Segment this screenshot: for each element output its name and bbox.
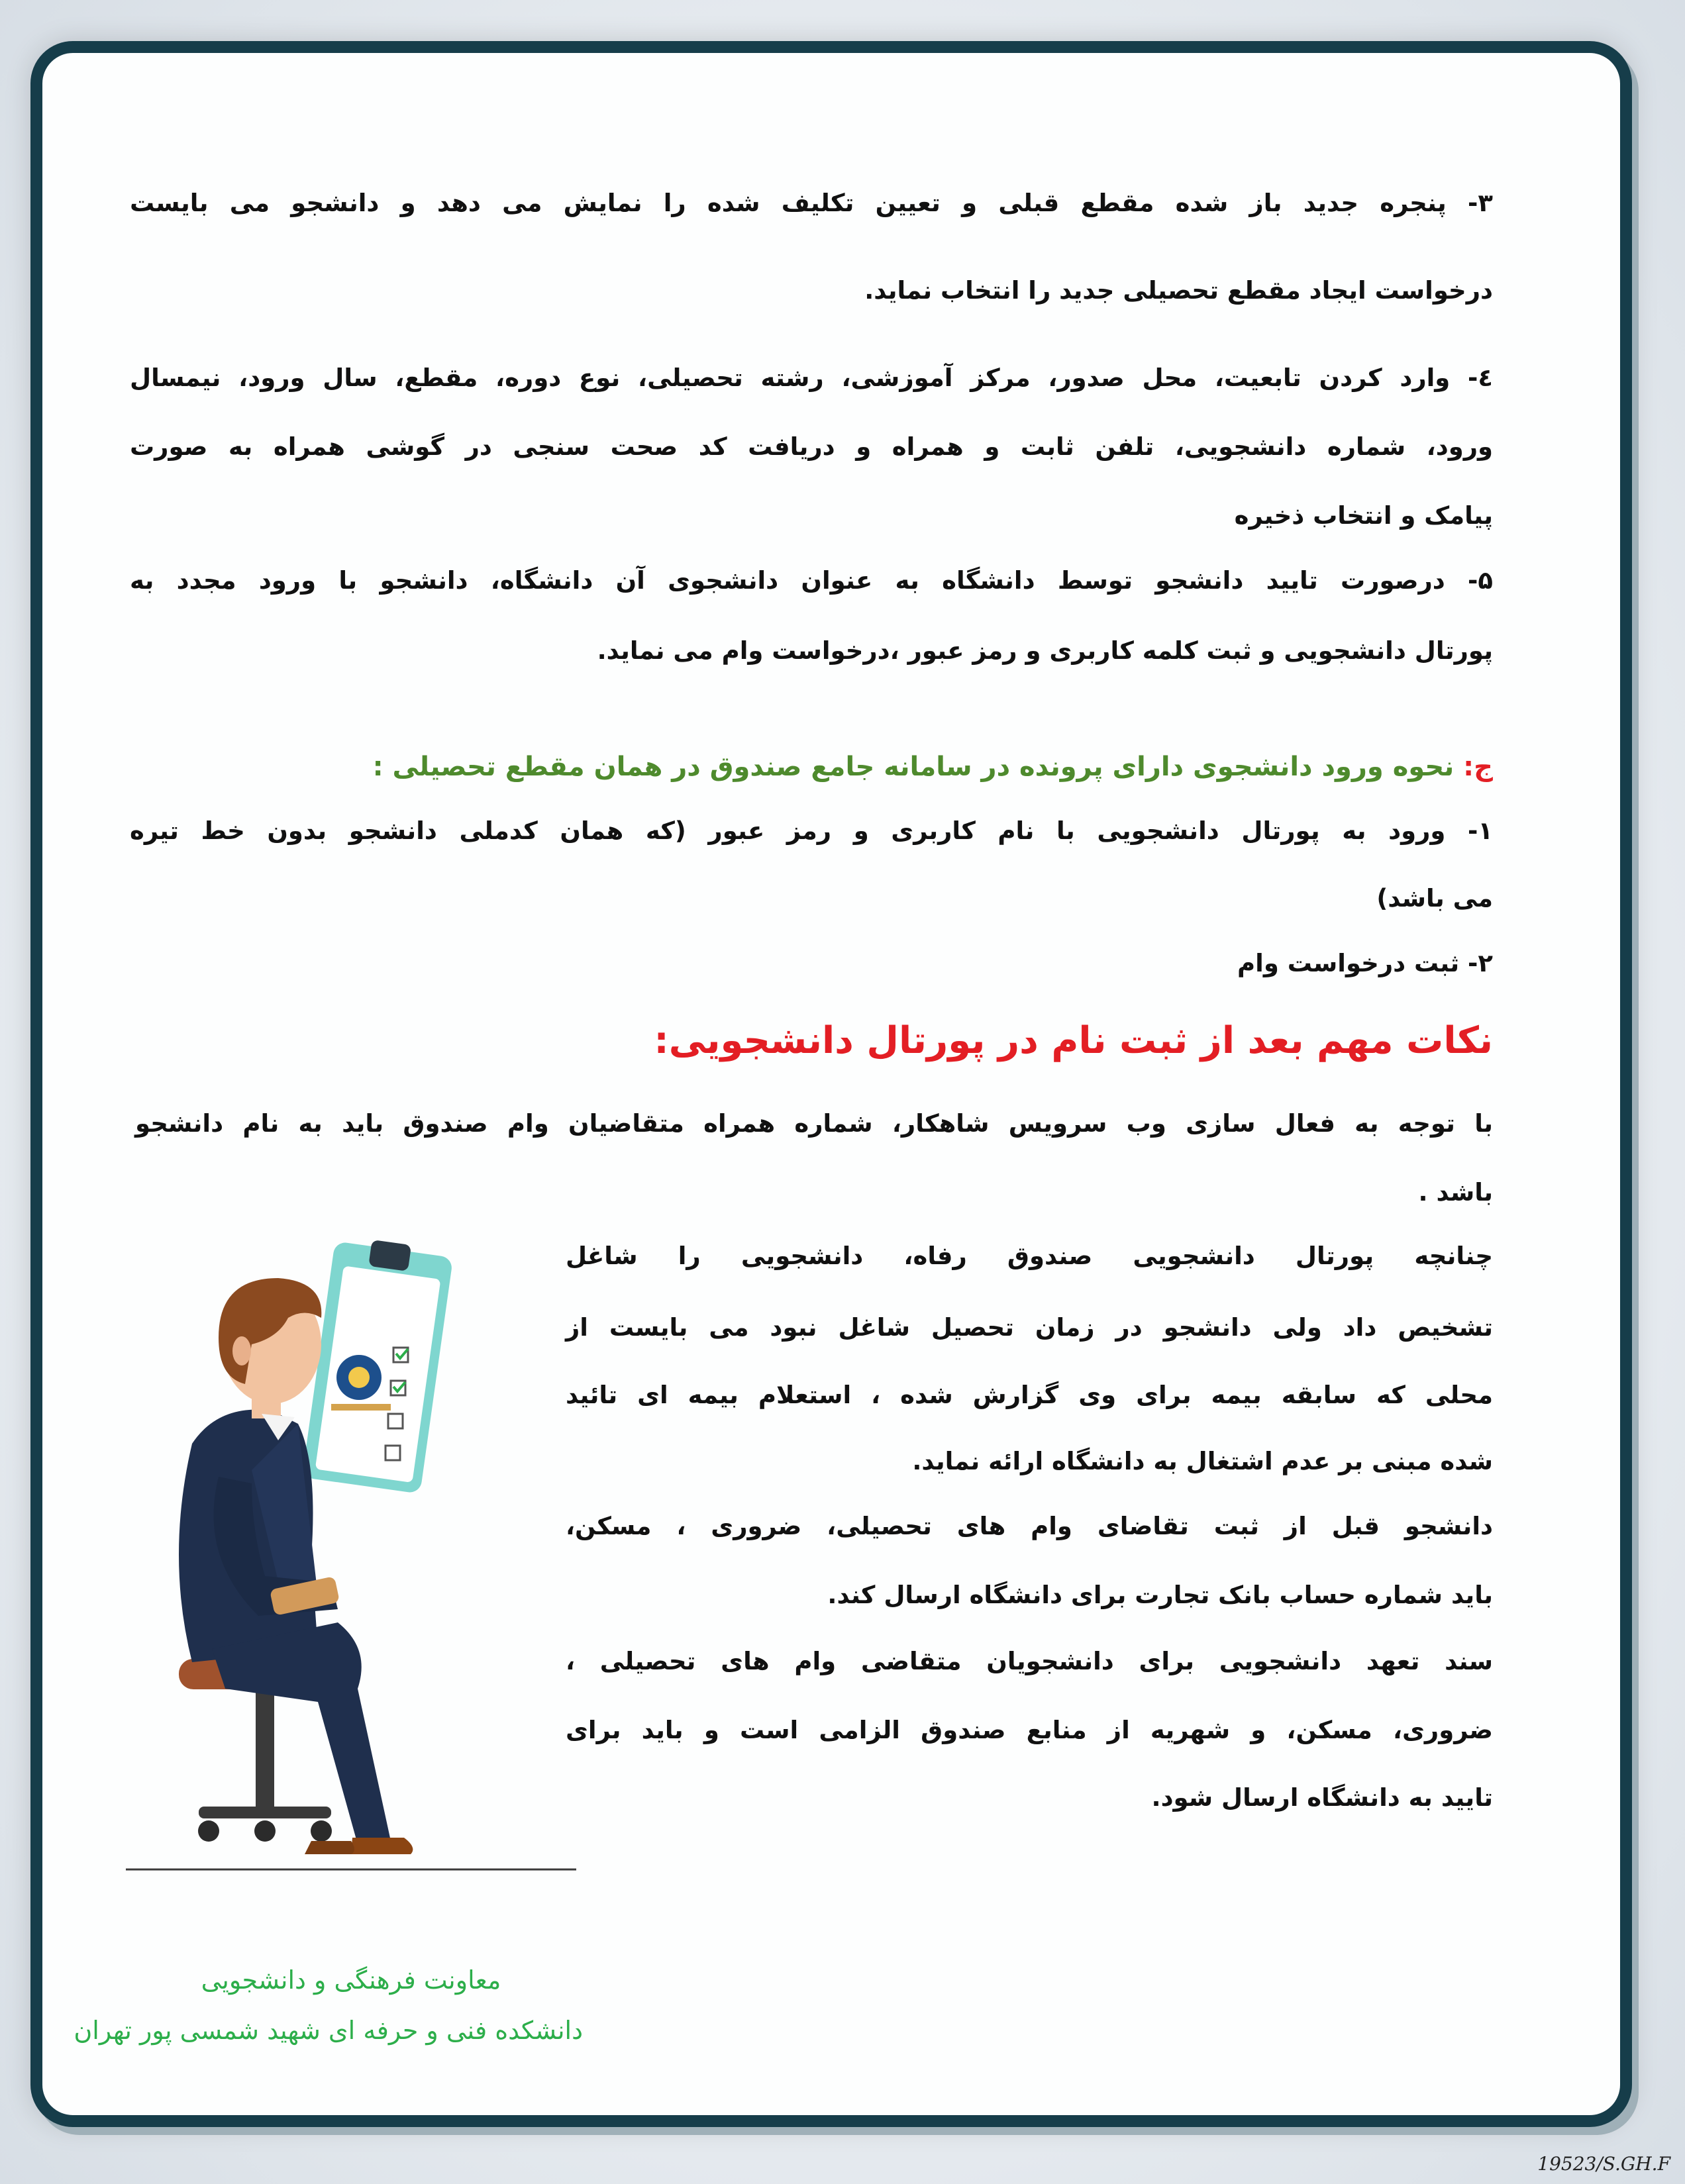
note4-line3: تایید به دانشگاه ارسال شود.	[1151, 1783, 1493, 1812]
note2-line1: چنانچه پورتال دانشجویی صندوق رفاه، دانشجویی را شاغل	[566, 1242, 1493, 1270]
document-code: 19523/S.GH.F	[1537, 2153, 1670, 2175]
note4-line1: سند تعهد دانشجویی برای دانشجویان متقاضی وام های تحصیلی ،	[566, 1647, 1493, 1675]
note1-line1: با توجه به فعال سازی وب سرویس شاهکار، شماره همراه متقاضیان وام صندوق باید به نام دانشجو	[135, 1109, 1493, 1138]
note3-line1: دانشجو قبل از ثبت تقاضای وام های تحصیلی، ضروری ، مسکن،	[566, 1512, 1493, 1540]
p4-line3: پیامک و انتخاب ذخیره	[1234, 501, 1493, 530]
footer-line1: معاونت فرهنگی و دانشجویی	[201, 1965, 501, 1995]
section-c-item1-line2: می باشد)	[1376, 884, 1493, 913]
note2-line2: تشخیص داد ولی دانشجو در زمان تحصیل شاغل نبود می بایست از	[566, 1313, 1493, 1342]
student-clipboard-illustration	[119, 1185, 583, 1881]
notes-heading: نکات مهم بعد از ثبت نام در پورتال دانشجویی:	[654, 1019, 1493, 1062]
section-c-item2: ۲- ثبت درخواست وام	[1237, 949, 1493, 977]
note4-line2: ضروری، مسکن، و شهریه از منابع صندوق الزامی است و باید برای	[566, 1716, 1493, 1744]
section-c-title: نحوه ورود دانشجوی دارای پرونده در سامانه جامع صندوق در همان مقطع تحصیلی :	[372, 752, 1455, 782]
note2-line3: محلی که سابقه بیمه برای وی گزارش شده ، استعلام بیمه ای تائید	[566, 1381, 1493, 1409]
clipboard-icon	[302, 1240, 453, 1494]
section-c-item1-line1: ۱- ورود به پورتال دانشجویی با نام کاربری و رمز عبور (که همان کدملی دانشجو بدون خط تیره	[130, 817, 1493, 845]
note3-line2: باید شماره حساب بانک تجارت برای دانشگاه ارسال کند.	[827, 1581, 1493, 1609]
section-c-marker: ج:	[1463, 752, 1493, 782]
section-c-heading	[373, 754, 1493, 780]
p3-line1: ۳- پنجره جدید باز شده مقطع قبلی و تعیین تکلیف شده را نمایش می دهد و دانشجو می بایست	[130, 189, 1493, 217]
p5-line1: ۵- درصورت تایید دانشجو توسط دانشگاه به عنوان دانشجوی آن دانشگاه، دانشجو با ورود مجدد به	[130, 566, 1493, 595]
footer-line2: دانشکده فنی و حرفه ای شهید شمسی پور تهران	[74, 2016, 583, 2045]
note2-line4: شده مبنی بر عدم اشتغال به دانشگاه ارائه نماید.	[912, 1447, 1493, 1475]
p5-line2: پورتال دانشجویی و ثبت کلمه کاربری و رمز عبور ،درخواست وام می نماید.	[597, 636, 1493, 665]
p4-line2: ورود، شماره دانشجویی، تلفن ثابت و همراه و دریافت کد صحت سنجی در گوشی همراه به صورت	[130, 432, 1493, 461]
p4-line1: ٤- وارد کردن تابعیت، محل صدور، مرکز آموزشی، رشته تحصیلی، نوع دوره، مقطع، سال ورود، نیمسال	[130, 364, 1493, 392]
p3-line2: درخواست ایجاد مقطع تحصیلی جدید را انتخاب نماید.	[864, 276, 1493, 305]
note1-line2: باشد .	[1418, 1178, 1493, 1207]
